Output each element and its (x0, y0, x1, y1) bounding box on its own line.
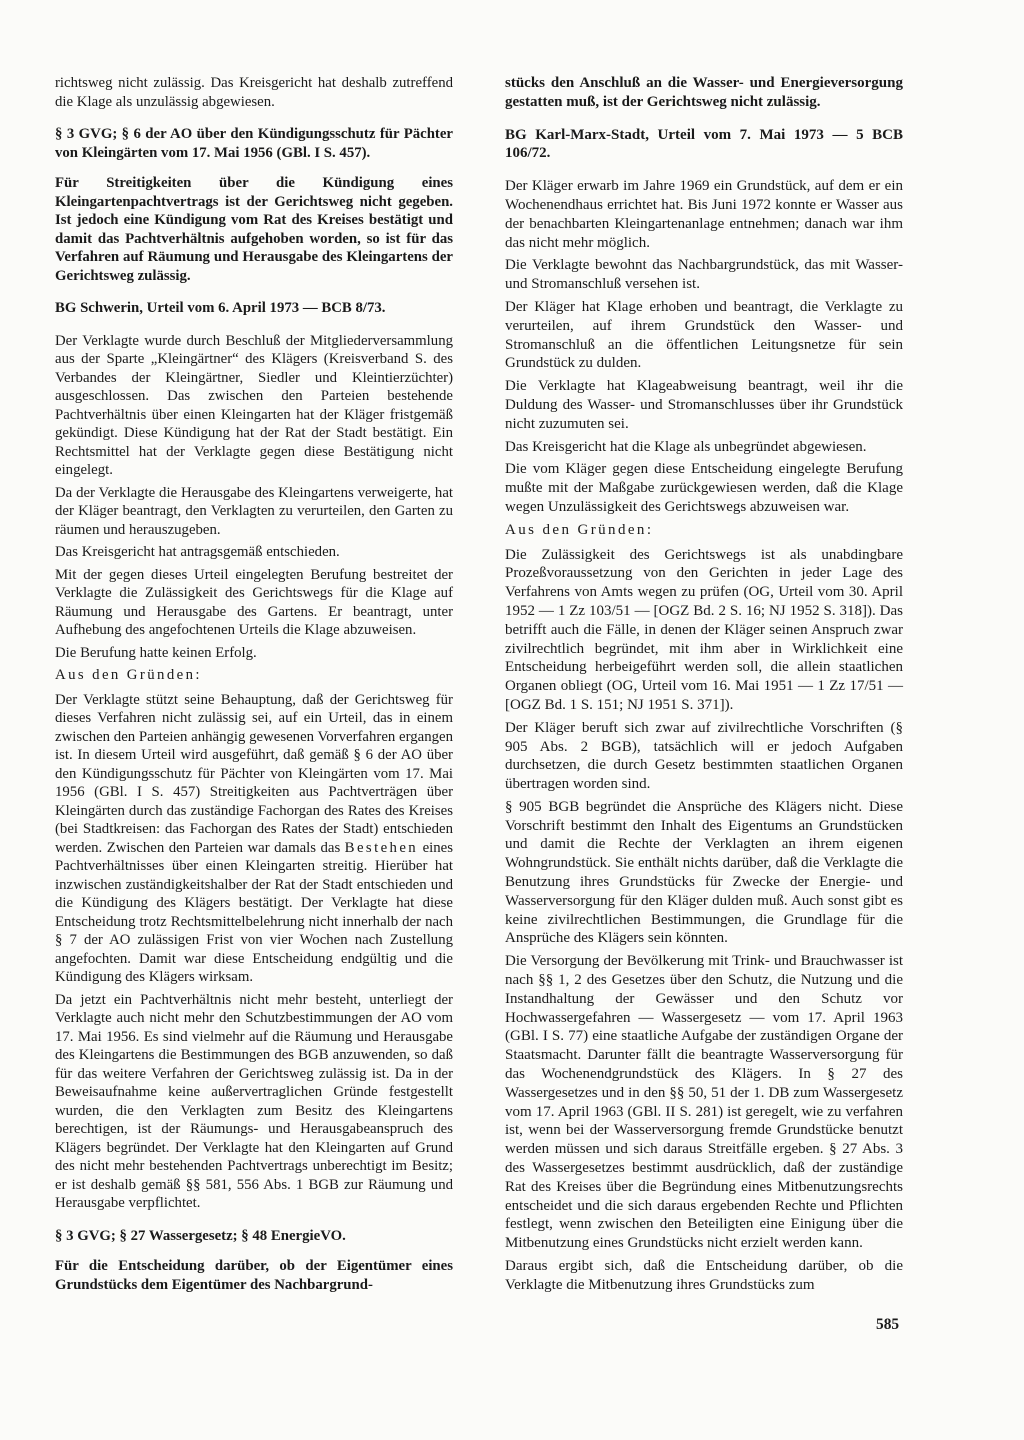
paragraph (55, 691, 453, 987)
norm-reference: § 3 GVG; § 6 der AO über den Kündigungsschutz für Pächter von Kleingärten vom 17. Mai 1956 (GBl. I S. 457). (55, 126, 453, 161)
paragraph: Mit der gegen dieses Urteil eingelegten Berufung bestreitet der Verklagte die Zulässigkeit des Gerichtswegs für die Klage auf Räumung und Herausgabe des Gartens. Er beantragt, unter Aufhebung des angefochtenen Urteils die Klage abzuweisen. (55, 566, 453, 638)
paragraph: Die vom Kläger gegen diese Entscheidung eingelegte Berufung mußte mit der Maßgabe zurückgewiesen werden, daß die Klage wegen Unzulässigkeit des Gerichtswegs abzuweisen war. (505, 461, 903, 515)
court-citation: BG Schwerin, Urteil vom 6. April 1973 — BCB 8/73. (55, 300, 386, 316)
paragraph: Da jetzt ein Pachtverhältnis nicht mehr besteht, unterliegt der Verklagte auch nicht mehr den Schutzbestimmungen der AO vom 17. Mai 1956. Es sind vielmehr auf die Räumung und Herausgabe des Kleingartens die Bestimmungen des BGB anzuwenden, so daß für das weitere Verfahren der Gerichtsweg zulässig ist. Da in der Beweisaufnahme keine außervertraglichen Gründe festgestellt wurden, die den Verklagten zum Besitz des Kleingartens berechtigen, ist der Räumungs- und Herausgabeanspruch des Klägers begründet. Der Verklagte hat den Kleingarten auf Grund des nicht mehr bestehenden Pachtvertrags unberechtigt im Besitz; er ist deshalb gemäß §§ 581, 556 Abs. 1 BGB zur Räumung und Herausgabe verpflichtet. (55, 991, 453, 1211)
section-heading: Aus den Gründen: (505, 521, 654, 538)
left-column (55, 74, 453, 1298)
right-column (505, 74, 903, 1299)
paragraph: Das Kreisgericht hat antragsgemäß entschieden. (55, 544, 340, 560)
paragraph: Die Verklagte hat Klageabweisung beantragt, weil ihr die Duldung des Wasser- und Stromanschlusses über ihr Grundstück nicht zuzumuten sei. (505, 378, 903, 432)
paragraph: Die Versorgung der Bevölkerung mit Trink- und Brauchwasser ist nach §§ 1, 2 des Gesetzes über den Schutz, die Nutzung und die Instandhaltung der Gewässer und den Schutz vor Hochwassergefahren — Wassergesetz — vom 17. April 1963 (GBl. I S. 77) eine staatliche Aufgabe der zuständigen Organe der Staatsmacht. Darunter fällt die beantragte Wasserversorgung für das Wochenendgrundstück des Klägers. In § 27 des Wassergesetzes und in den §§ 50, 51 der 1. DB zum Wassergesetz vom 17. April 1963 (GBl. II S. 281) ist geregelt, wie zu verfahren ist, wenn bei der Wasserversorgung fremde Grundstücke benutzt werden müssen und sich daraus Streitfälle ergeben. § 27 Abs. 3 des Wassergesetzes bestimmt ausdrücklich, daß der zuständige Rat des Kreises über die Begründung eines Mitbenutzungsrechts entscheidet und die sich daraus ergebenden Rechte und Pflichten festlegt, wenn zwischen den Beteiligten eine Einigung über die Mitbenutzung eines Grundstücks nicht erzielt werden kann. (505, 953, 903, 1252)
paragraph: Die Berufung hatte keinen Erfolg. (55, 644, 257, 661)
paragraph: Die Zulässigkeit des Gerichtswegs ist als unabdingbare Prozeßvoraussetzung von den Gerichten in jeder Lage des Verfahrens von Amts wegen zu prüfen (OG, Urteil vom 30. April 1952 — 1 Zz 103/51 — [OGZ Bd. 2 S. 16; NJ 1952 S. 318]). Das betrifft auch die Fälle, in denen der Kläger seinen Anspruch zwar zivilrechtlich begründet, mit ihm aber in Wirklichkeit eine Entscheidung herbeigeführt werden soll, die allein staatlichen Organen obliegt (OG, Urteil vom 16. Mai 1951 — 1 Zz 17/51 — [OGZ Bd. 1 S. 151; NJ 1951 S. 371]). (505, 546, 903, 713)
paragraph: § 905 BGB begründet die Ansprüche des Klägers nicht. Diese Vorschrift bestimmt den Inhalt des Eigentums an Grundstücken und damit die Rechte der Verklagten an ihrem eigenen Wohngrundstück. Sie enthält nichts darüber, daß die Verklagte die Benutzung ihres Grundstücks für Zwecke der Energie- und Wasserversorgung für den Kläger dulden muß. Auch sonst gibt es keine zivilrechtlichen Bestimmungen, die Grundlage für die Ansprüche des Klägers sein könnten. (505, 798, 903, 947)
paragraph: Der Kläger erwarb im Jahre 1969 ein Grundstück, auf dem er ein Wochenendhaus errichtet hat. Bis Juni 1972 konnte er Wasser aus der benachbarten Kleingartenanlage entnehmen; danach war ihm das nicht mehr möglich. (505, 178, 903, 251)
paragraph-text: eines Pachtverhältnisses über einen Kleingarten streitig. Hierüber hat inzwischen zuständigkeitshalber der Rat der Stadt entschieden und die Kündigung des Klägers bestätigt. Der Verklagte hat diese Entscheidung trotz Rechtsmittelbelehrung nicht innerhalb der nach § 7 der AO zulässigen Frist von vier Wochen nach Zustellung angefochten. Damit war diese Entscheidung endgültig und die Kündigung des Klägers wirksam. (55, 839, 453, 985)
court-citation: BG Karl-Marx-Stadt, Urteil vom 7. Mai 1973 — 5 BCB 106/72. (505, 126, 903, 162)
page-number: 585 (876, 1316, 900, 1333)
emphasized-word: Bestehen (344, 839, 419, 856)
headnote: Für die Entscheidung darüber, ob der Eigentümer eines Grundstücks dem Eigentümer des Nachbargrund- (55, 1258, 453, 1293)
paragraph: richtsweg nicht zulässig. Das Kreisgericht hat deshalb zutreffend die Klage als unzulässig abgewiesen. (55, 75, 453, 110)
paragraph: Daraus ergibt sich, daß die Entscheidung darüber, ob die Verklagte die Mitbenutzung ihres Grundstücks zum (505, 1258, 903, 1293)
paragraph: Die Verklagte bewohnt das Nachbargrundstück, das mit Wasser- und Stromanschluß versehen ist. (505, 257, 903, 293)
headnote: stücks den Anschluß an die Wasser- und Energieversorgung gestatten muß, ist der Gerichtsweg nicht zulässig. (505, 75, 903, 110)
paragraph: Das Kreisgericht hat die Klage als unbegründet abgewiesen. (505, 438, 867, 455)
headnote: Für Streitigkeiten über die Kündigung eines Kleingartenpachtvertrags ist der Gerichtsweg nicht gegeben. Ist jedoch eine Kündigung vom Rat des Kreises bestätigt und damit das Pachtverhältnis aufgehoben worden, so ist für das Verfahren auf Räumung und Herausgabe des Kleingartens der Gerichtsweg zulässig. (55, 175, 453, 284)
paragraph-text: Der Verklagte stützt seine Behauptung, daß der Gerichtsweg für dieses Verfahren nicht zulässig sei, auf ein Urteil, das in einem zwischen den Parteien anhängig gewesenen Vorverfahren ergangen ist. In diesem Urteil wird ausgeführt, daß gemäß § 6 der AO über den Kündigungsschutz für Pächter von Kleingärten vom 17. Mai 1956 (GBl. I S. 457) Streitigkeiten aus Pachtverträgen über Kleingärten durch das zuständige Fachorgan des Rates des Kreises (bei Stadtkreisen: das Fachorgan des Rates der Stadt) entschieden werden. Zwischen den Parteien war damals das (55, 691, 453, 856)
section-heading: Aus den Gründen: (55, 667, 202, 683)
paragraph: Der Verklagte wurde durch Beschluß der Mitgliederversammlung aus der Sparte „Kleingärtner“ des Klägers (Kreisverband S. des Verbandes der Kleingärtner, Siedler und Kleintierzüchter) ausgeschlossen. Das zwischen den Parteien bestehende Pachtverhältnis über einen Kleingarten hat der Kläger fristgemäß gekündigt. Diese Kündigung hat der Rat der Stadt bestätigt. Ein Rechtsmittel hat der Verklagte gegen diese Bestätigung nicht eingelegt. (55, 332, 453, 478)
paragraph: Da der Verklagte die Herausgabe des Kleingartens verweigerte, hat der Kläger beantragt, den Verklagten zu verurteilen, den Garten zu räumen und herauszugeben. (55, 484, 453, 538)
paragraph: Der Kläger hat Klage erhoben und beantragt, die Verklagte zu verurteilen, auf ihrem Grundstück den Wasser- und Stromanschluß an die öffentlichen Leitungsnetze für sein Grundstück zu dulden. (505, 298, 903, 372)
paragraph: Der Kläger beruft sich zwar auf zivilrechtliche Vorschriften (§ 905 Abs. 2 BGB), tatsächlich will er jedoch Aufgaben durchsetzen, die durch Gesetz bestimmten staatlichen Organen übertragen worden sind. (505, 719, 903, 793)
norm-reference: § 3 GVG; § 27 Wassergesetz; § 48 EnergieVO. (55, 1227, 346, 1244)
